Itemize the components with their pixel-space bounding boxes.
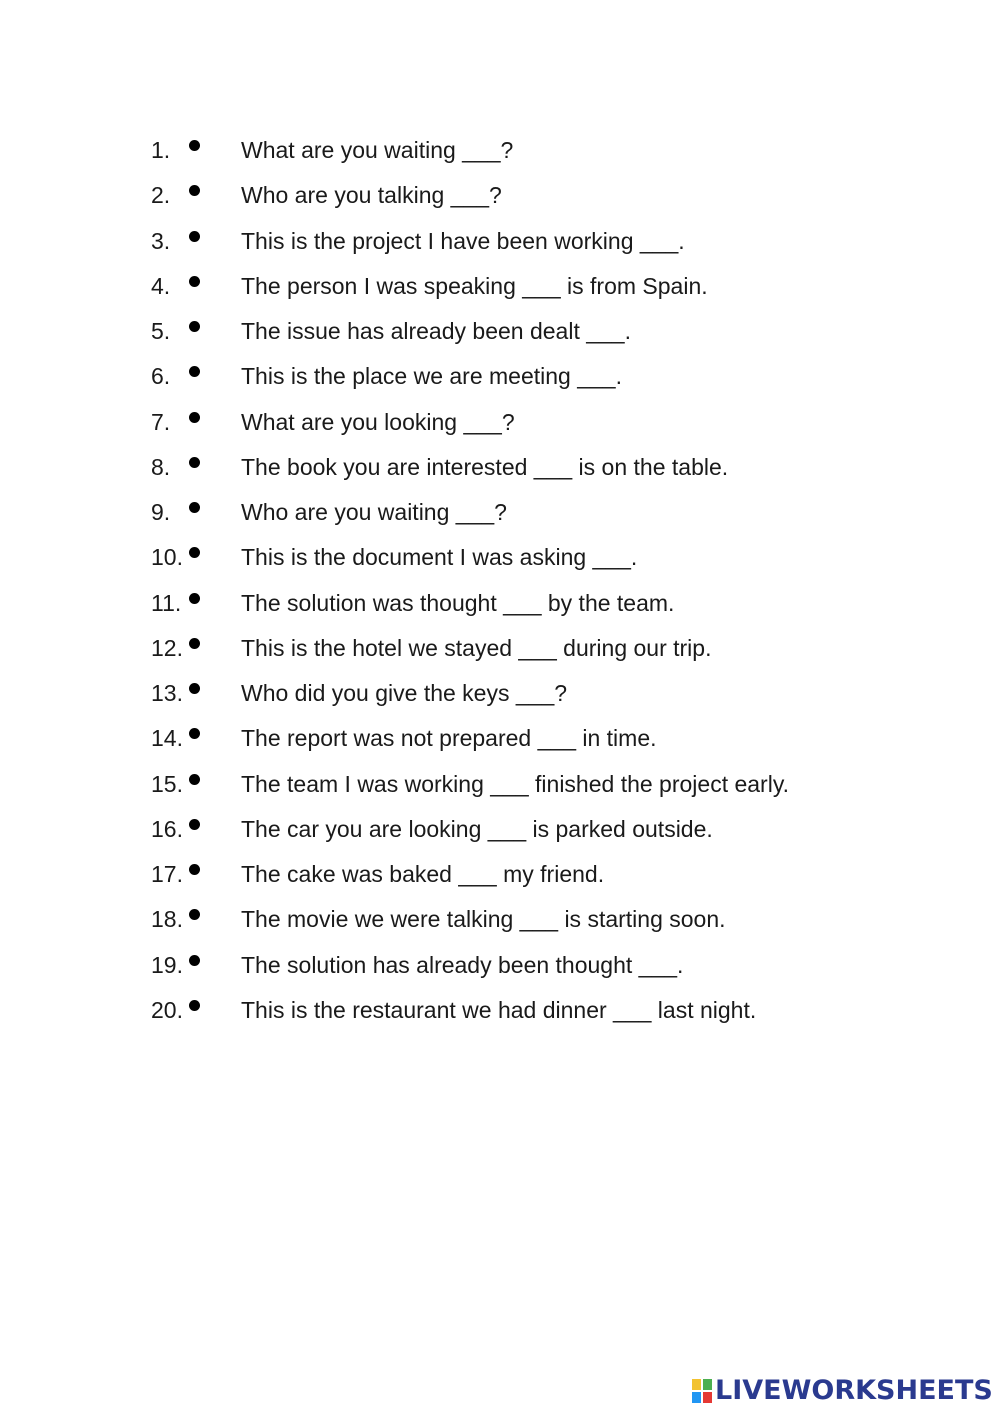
bullet-icon — [189, 728, 200, 739]
question-number: 4. — [151, 272, 171, 299]
question-number: 18. — [151, 906, 183, 933]
question-number: 1. — [151, 137, 171, 163]
question-text: The solution was thought ___ by the team. — [241, 589, 675, 616]
question-text: Who are you waiting ___? — [241, 499, 507, 525]
bullet-icon — [189, 231, 200, 242]
bullet-icon — [189, 909, 200, 920]
bullet-icon — [189, 502, 200, 513]
question-number: 14. — [151, 725, 183, 752]
question-number: 9. — [151, 499, 171, 525]
question-text: This is the project I have been working ___. — [241, 227, 685, 254]
question-text: This is the hotel we stayed ___ during our trip. — [241, 634, 712, 661]
question-text: The movie we were talking ___ is starting soon. — [241, 906, 726, 933]
question-text: The solution has already been thought ___. — [241, 951, 684, 978]
question-text: The book you are interested ___ is on the table. — [241, 453, 729, 480]
question-text: What are you looking ___? — [241, 408, 515, 435]
question-number: 8. — [151, 453, 171, 480]
liveworksheets-logo-icon — [692, 1379, 712, 1403]
bullet-icon — [189, 1000, 200, 1011]
bullet-icon — [189, 638, 200, 649]
question-number: 16. — [151, 815, 183, 842]
bullet-icon — [189, 140, 200, 151]
question-number: 19. — [151, 951, 183, 978]
bullet-icon — [189, 276, 200, 287]
question-number: 3. — [151, 227, 171, 254]
question-text: The team I was working ___ finished the project early. — [241, 770, 790, 797]
question-text: The issue has already been dealt ___. — [241, 318, 631, 344]
bullet-icon — [189, 864, 200, 875]
bullet-icon — [189, 321, 200, 332]
bullet-icon — [189, 547, 200, 558]
brand-footer — [692, 1376, 993, 1406]
question-text: This is the restaurant we had dinner ___ last night. — [241, 996, 757, 1023]
question-text: Who are you talking ___? — [241, 182, 502, 209]
bullet-icon — [189, 955, 200, 966]
bullet-icon — [189, 185, 200, 196]
bullet-icon — [189, 683, 200, 694]
question-number: 2. — [151, 182, 171, 209]
question-number: 15. — [151, 770, 183, 797]
question-number: 7. — [151, 408, 171, 435]
question-text: The report was not prepared ___ in time. — [241, 725, 657, 752]
question-number: 12. — [151, 634, 183, 661]
bullet-icon — [189, 366, 200, 377]
question-text: This is the place we are meeting ___. — [241, 363, 622, 390]
brand-name: LIVEWORKSHEETS — [715, 1375, 993, 1406]
question-number: 11. — [151, 589, 182, 616]
question-text: This is the document I was asking ___. — [241, 544, 638, 571]
bullet-icon — [189, 593, 200, 604]
bullet-icon — [189, 457, 200, 468]
question-text: What are you waiting ___? — [241, 137, 514, 163]
question-text: The car you are looking ___ is parked outside. — [241, 815, 713, 842]
question-text: The cake was baked ___ my friend. — [241, 861, 605, 887]
question-number: 6. — [151, 363, 171, 390]
question-number: 17. — [151, 861, 183, 887]
question-number: 5. — [151, 318, 171, 344]
question-number: 10. — [151, 544, 183, 571]
bullet-icon — [189, 819, 200, 830]
question-text: The person I was speaking ___ is from Spain. — [241, 272, 708, 299]
question-text: Who did you give the keys ___? — [241, 680, 568, 706]
bullet-icon — [189, 774, 200, 785]
question-number: 13. — [151, 680, 183, 706]
bullet-icon — [189, 412, 200, 423]
question-number: 20. — [151, 996, 183, 1023]
